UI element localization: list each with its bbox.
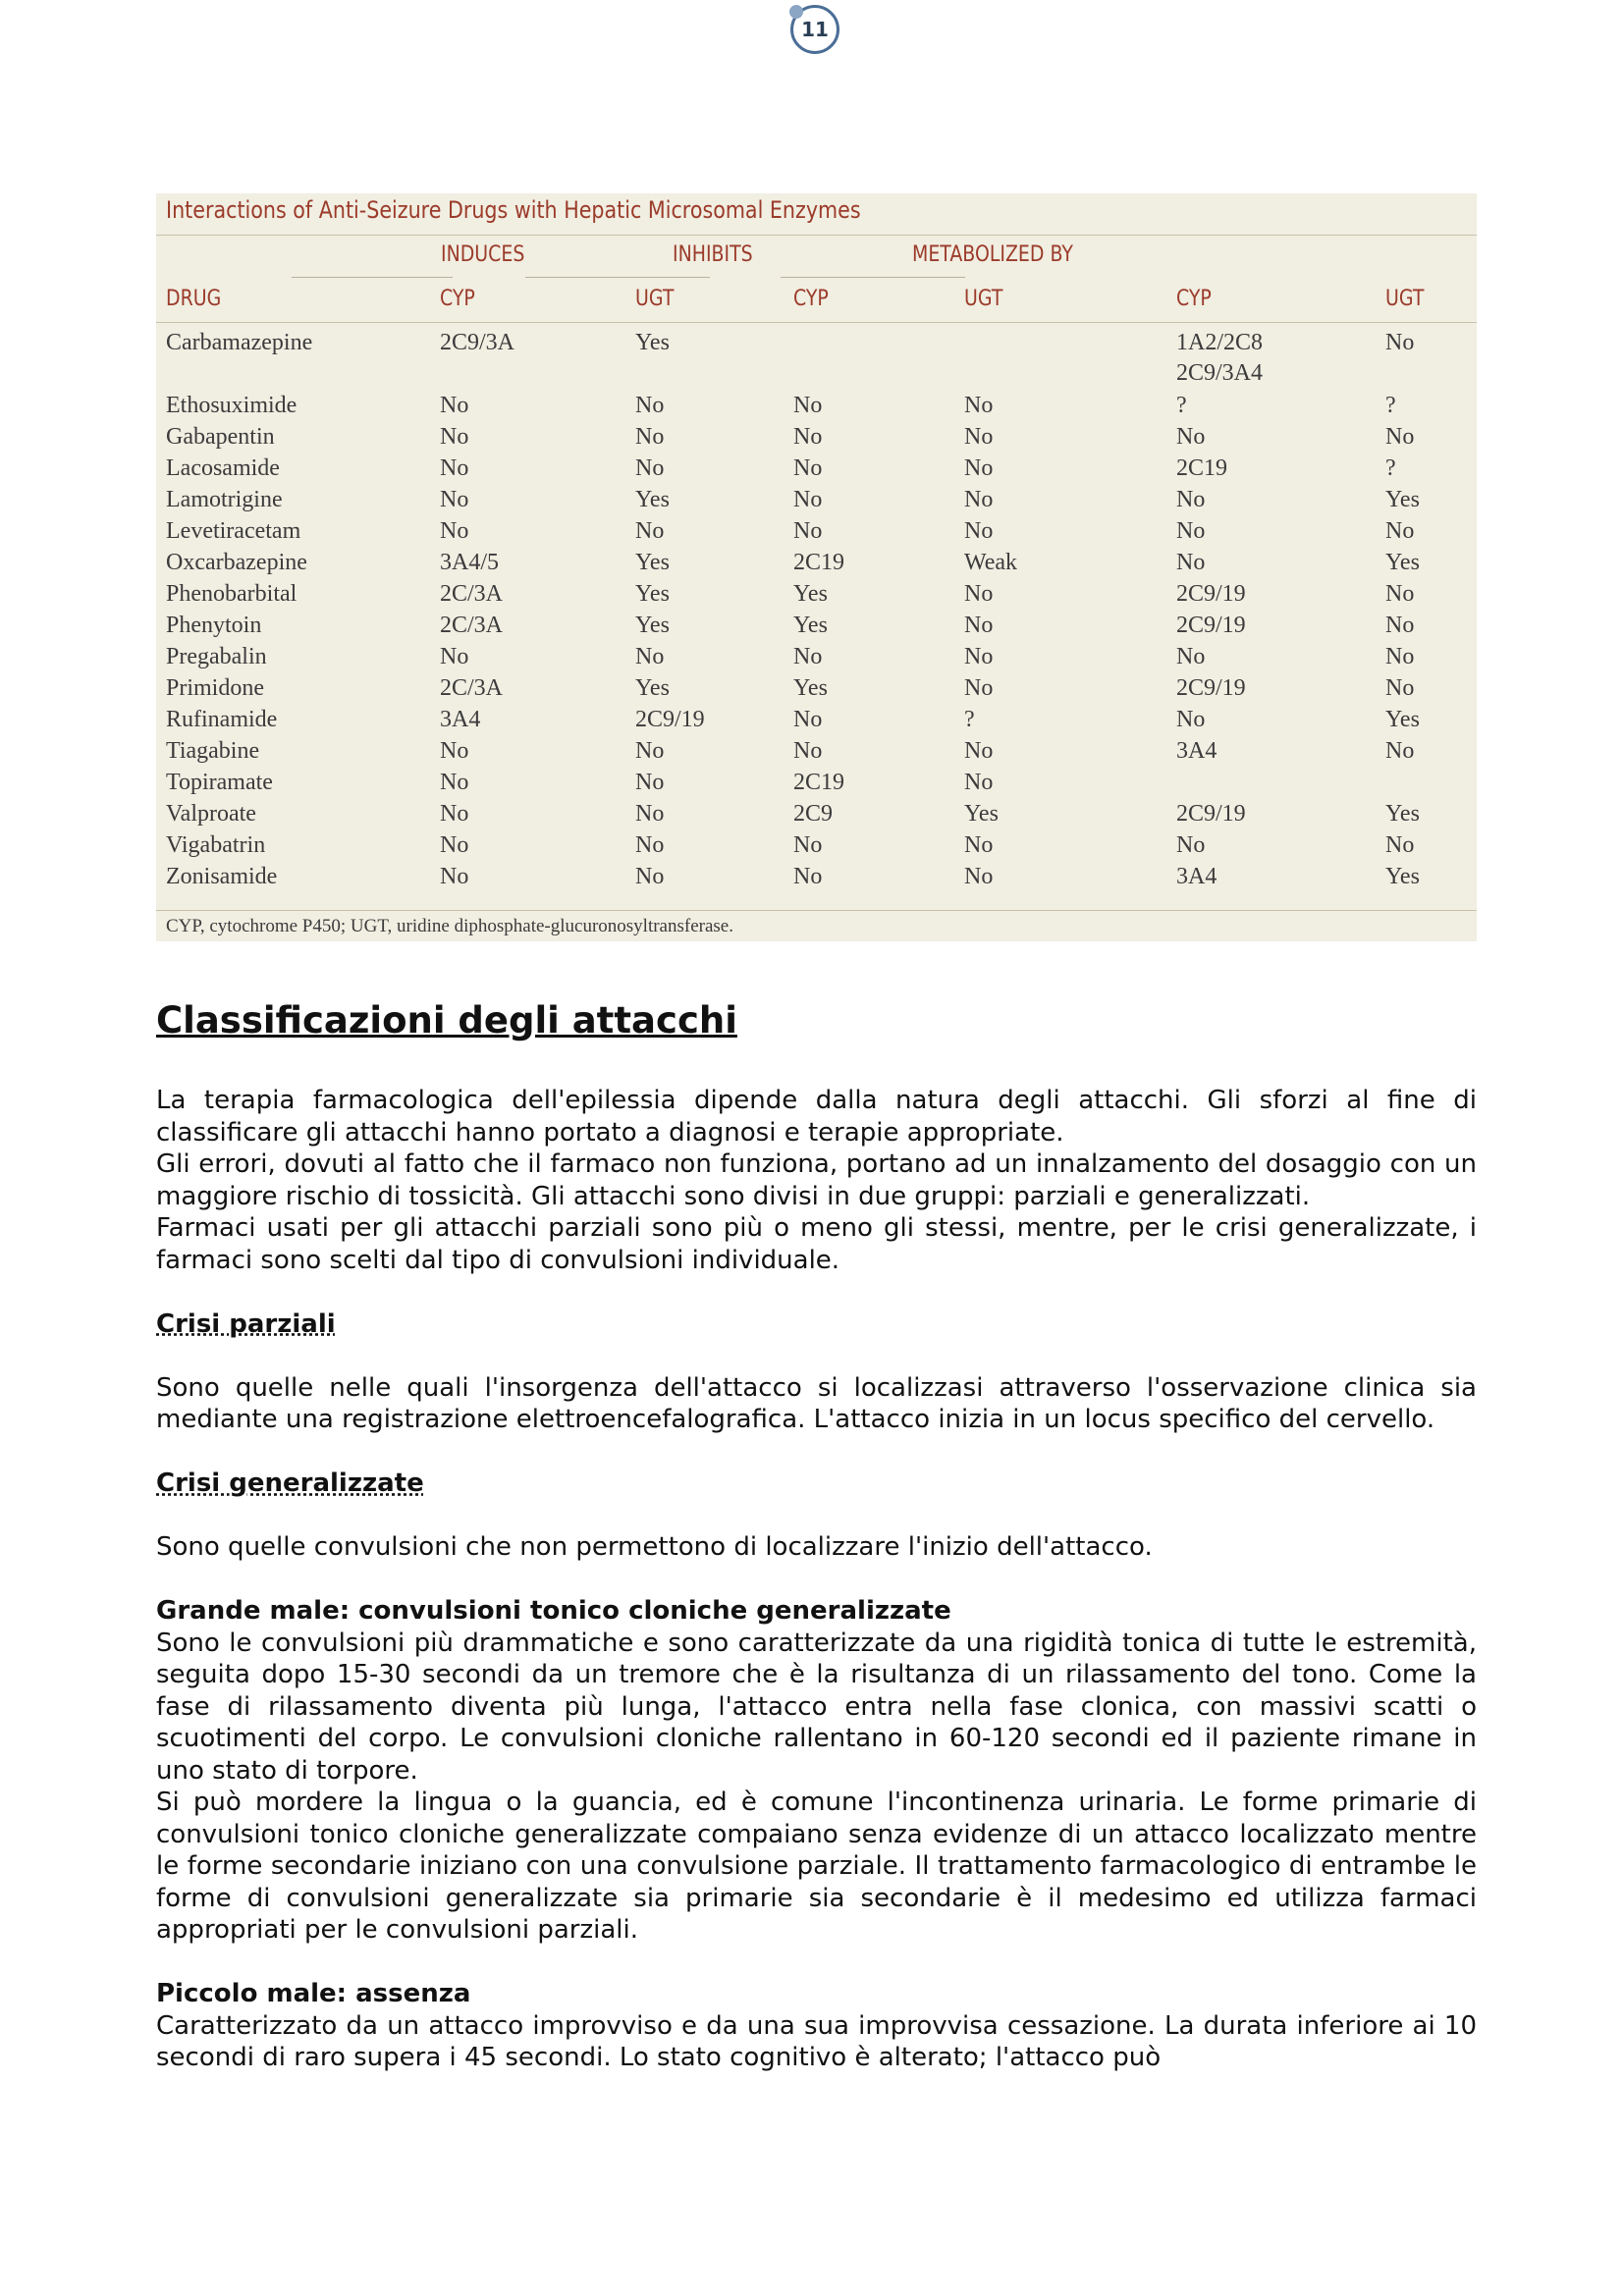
table-footnote: CYP, cytochrome P450; UGT, uridine diphosphate-glucuronosyltransferase. bbox=[166, 916, 733, 936]
cell-induces-ugt: Yes bbox=[635, 330, 670, 355]
cell-metabolized-ugt: No bbox=[1385, 330, 1415, 355]
cell-induces-ugt: Yes bbox=[635, 581, 670, 607]
cell-metabolized-cyp: No bbox=[1176, 550, 1206, 575]
cell-induces-ugt: Yes bbox=[635, 675, 670, 701]
grand-mal-paragraph-2: Si può mordere la lingua o la guancia, ed è comune l'incontinenza urinaria. Le forme primarie di convulsioni tonico cloniche generalizzate compaiano senza evidenze di un attacco localizzato mentre le forme secondarie iniziano con una convulsione parziale. Il trattamento farmacologico di entrambe le forme di convulsioni generalizzate sia primarie sia secondarie è il medesimo ed utilizza farmaci appropriati per le convulsioni parziali. bbox=[156, 1788, 1477, 1945]
cell-inhibits-ugt: No bbox=[964, 832, 994, 858]
cell-metabolized-cyp: No bbox=[1176, 832, 1206, 858]
cell-induces-cyp: No bbox=[440, 455, 469, 481]
cell-induces-cyp: 2C/3A bbox=[440, 675, 504, 701]
cell-inhibits-cyp: Yes bbox=[793, 613, 828, 638]
cell-induces-ugt: No bbox=[635, 832, 665, 858]
grand-mal-paragraph-1: Sono le convulsioni più drammatiche e sono caratterizzate da una rigidità tonica di tutte le estremità, seguita dopo 15-30 secondi da un tremore che è la risultanza di un rilassamento del tono. Come la fase di rilassamento diventa più lunga, l'attacco entra nella fase clonica, con massivi scatti o scuotimenti del corpo. Le convulsioni cloniche rallentano in 60-120 secondi ed il paziente rimane in uno stato di torpore. bbox=[156, 1628, 1477, 1786]
cell-metabolized-cyp: 2C9/3A4 bbox=[1176, 360, 1264, 386]
cell-induces-cyp: No bbox=[440, 424, 469, 450]
cell-metabolized-cyp: 3A4 bbox=[1176, 738, 1217, 764]
cell-induces-cyp: No bbox=[440, 770, 469, 795]
cell-induces-cyp: No bbox=[440, 738, 469, 764]
group-head-metabolized: METABOLIZED BY bbox=[912, 242, 1073, 267]
generalized-seizures-text: Sono quelle convulsioni che non permettono di localizzare l'inizio dell'attacco. bbox=[156, 1532, 1153, 1562]
cell-inhibits-cyp: No bbox=[793, 393, 823, 418]
cell-drug: Lacosamide bbox=[166, 455, 280, 481]
cell-induces-ugt: No bbox=[635, 644, 665, 669]
cell-metabolized-ugt: Yes bbox=[1385, 801, 1420, 827]
cell-metabolized-ugt: ? bbox=[1385, 455, 1396, 481]
cell-inhibits-cyp: Yes bbox=[793, 581, 828, 607]
cell-inhibits-ugt: No bbox=[964, 675, 994, 701]
cell-metabolized-ugt: No bbox=[1385, 738, 1415, 764]
cell-drug: Oxcarbazepine bbox=[166, 550, 307, 575]
cell-drug: Gabapentin bbox=[166, 424, 275, 450]
cell-inhibits-ugt: No bbox=[964, 424, 994, 450]
cell-inhibits-cyp: Yes bbox=[793, 675, 828, 701]
cell-metabolized-ugt: No bbox=[1385, 581, 1415, 607]
cell-inhibits-ugt: No bbox=[964, 487, 994, 512]
cell-inhibits-cyp: No bbox=[793, 644, 823, 669]
group-head-induces: INDUCES bbox=[441, 242, 525, 267]
cell-metabolized-cyp: No bbox=[1176, 487, 1206, 512]
cell-induces-cyp: No bbox=[440, 832, 469, 858]
cell-inhibits-cyp: No bbox=[793, 518, 823, 544]
cell-drug: Ethosuximide bbox=[166, 393, 298, 418]
col-head-drug: DRUG bbox=[166, 287, 222, 311]
group-rule-induces bbox=[292, 277, 453, 278]
cell-inhibits-cyp: 2C19 bbox=[793, 550, 845, 575]
cell-induces-ugt: Yes bbox=[635, 487, 670, 512]
col-head-inhibits-ugt: UGT bbox=[964, 287, 1003, 311]
cell-metabolized-cyp: No bbox=[1176, 707, 1206, 732]
cell-drug: Zonisamide bbox=[166, 864, 278, 889]
header-rule bbox=[156, 322, 1477, 323]
cell-metabolized-ugt: No bbox=[1385, 424, 1415, 450]
page-number: 11 bbox=[801, 18, 829, 41]
cell-metabolized-ugt: No bbox=[1385, 518, 1415, 544]
cell-drug: Topiramate bbox=[166, 770, 273, 795]
cell-drug: Valproate bbox=[166, 801, 256, 827]
col-head-inhibits-cyp: CYP bbox=[793, 287, 829, 311]
cell-metabolized-ugt: ? bbox=[1385, 393, 1396, 418]
cell-metabolized-cyp: 2C19 bbox=[1176, 455, 1228, 481]
cell-inhibits-ugt: No bbox=[964, 738, 994, 764]
cell-induces-cyp: No bbox=[440, 518, 469, 544]
cell-metabolized-cyp: No bbox=[1176, 424, 1206, 450]
cell-induces-cyp: No bbox=[440, 393, 469, 418]
cell-metabolized-cyp: No bbox=[1176, 518, 1206, 544]
cell-induces-cyp: 3A4 bbox=[440, 707, 481, 732]
cell-metabolized-ugt: Yes bbox=[1385, 487, 1420, 512]
cell-induces-ugt: No bbox=[635, 864, 665, 889]
cell-inhibits-cyp: No bbox=[793, 864, 823, 889]
cell-metabolized-cyp: 3A4 bbox=[1176, 864, 1217, 889]
cell-induces-ugt: No bbox=[635, 424, 665, 450]
intro-paragraph-1: La terapia farmacologica dell'epilessia dipende dalla natura degli attacchi. Gli sforzi al fine di classificare gli attacchi hanno portato a diagnosi e terapie appropriate. bbox=[156, 1086, 1477, 1148]
cell-metabolized-cyp: ? bbox=[1176, 393, 1187, 418]
cell-inhibits-cyp: No bbox=[793, 707, 823, 732]
col-head-metabolized-ugt: UGT bbox=[1385, 287, 1425, 311]
document-body bbox=[156, 996, 1477, 2074]
cell-inhibits-ugt: No bbox=[964, 393, 994, 418]
cell-induces-ugt: No bbox=[635, 393, 665, 418]
drug-interactions-table bbox=[156, 193, 1477, 941]
cell-inhibits-cyp: No bbox=[793, 455, 823, 481]
badge-dot-icon bbox=[789, 5, 803, 19]
cell-induces-cyp: No bbox=[440, 801, 469, 827]
cell-drug: Carbamazepine bbox=[166, 330, 313, 355]
cell-induces-ugt: No bbox=[635, 801, 665, 827]
cell-inhibits-ugt: No bbox=[964, 644, 994, 669]
cell-metabolized-cyp: 1A2/2C8 bbox=[1176, 330, 1264, 355]
cell-metabolized-cyp: No bbox=[1176, 644, 1206, 669]
cell-induces-cyp: No bbox=[440, 644, 469, 669]
cell-inhibits-ugt: No bbox=[964, 864, 994, 889]
cell-inhibits-ugt: Yes bbox=[964, 801, 999, 827]
cell-metabolized-ugt: Yes bbox=[1385, 707, 1420, 732]
petit-mal-title: Piccolo male: assenza bbox=[156, 1979, 471, 2008]
cell-drug: Tiagabine bbox=[166, 738, 260, 764]
title-rule bbox=[156, 235, 1477, 236]
cell-inhibits-ugt: No bbox=[964, 770, 994, 795]
cell-induces-ugt: No bbox=[635, 518, 665, 544]
cell-induces-ugt: 2C9/19 bbox=[635, 707, 705, 732]
cell-induces-ugt: No bbox=[635, 738, 665, 764]
cell-inhibits-cyp: 2C19 bbox=[793, 770, 845, 795]
cell-metabolized-ugt: No bbox=[1385, 832, 1415, 858]
cell-drug: Levetiracetam bbox=[166, 518, 301, 544]
group-head-inhibits: INHIBITS bbox=[673, 242, 753, 267]
cell-inhibits-ugt: No bbox=[964, 613, 994, 638]
cell-inhibits-cyp: No bbox=[793, 487, 823, 512]
cell-metabolized-cyp: 2C9/19 bbox=[1176, 675, 1246, 701]
cell-metabolized-cyp: 2C9/19 bbox=[1176, 613, 1246, 638]
cell-inhibits-cyp: 2C9 bbox=[793, 801, 834, 827]
cell-metabolized-ugt: No bbox=[1385, 613, 1415, 638]
cell-inhibits-ugt: ? bbox=[964, 707, 975, 732]
cell-metabolized-ugt: Yes bbox=[1385, 864, 1420, 889]
table-title: Interactions of Anti-Seizure Drugs with Hepatic Microsomal Enzymes bbox=[166, 196, 861, 224]
intro-paragraph-3: Farmaci usati per gli attacchi parziali sono più o meno gli stessi, mentre, per le crisi generalizzate, i farmaci sono scelti dal tipo di convulsioni individuale. bbox=[156, 1213, 1477, 1275]
cell-inhibits-cyp: No bbox=[793, 738, 823, 764]
cell-induces-cyp: 2C/3A bbox=[440, 581, 504, 607]
cell-metabolized-ugt: No bbox=[1385, 644, 1415, 669]
cell-induces-cyp: 3A4/5 bbox=[440, 550, 499, 575]
petit-mal-text: Caratterizzato da un attacco improvviso e da una sua improvvisa cessazione. La durata inferiore ai 10 secondi di raro supera i 45 secondi. Lo stato cognitivo è alterato; l'attacco può bbox=[156, 2010, 1477, 2072]
section-title: Classificazioni degli attacchi bbox=[156, 999, 737, 1041]
footer-rule bbox=[156, 910, 1477, 911]
generalized-seizures-title: Crisi generalizzate bbox=[156, 1468, 424, 1498]
cell-inhibits-ugt: No bbox=[964, 455, 994, 481]
cell-metabolized-cyp: 2C9/19 bbox=[1176, 801, 1246, 827]
cell-induces-cyp: 2C9/3A bbox=[440, 330, 515, 355]
cell-metabolized-ugt: Yes bbox=[1385, 550, 1420, 575]
cell-induces-cyp: 2C/3A bbox=[440, 613, 504, 638]
group-rule-metabolized bbox=[781, 277, 965, 278]
cell-induces-ugt: Yes bbox=[635, 613, 670, 638]
page-number-badge bbox=[790, 5, 839, 54]
cell-inhibits-ugt: No bbox=[964, 581, 994, 607]
col-head-induces-ugt: UGT bbox=[635, 287, 675, 311]
intro-paragraph-2: Gli errori, dovuti al fatto che il farmaco non funziona, portano ad un innalzamento del dosaggio con un maggiore rischio di tossicità. Gli attacchi sono divisi in due gruppi: parziali e generalizzati. bbox=[156, 1149, 1477, 1211]
cell-drug: Primidone bbox=[166, 675, 264, 701]
cell-inhibits-cyp: No bbox=[793, 424, 823, 450]
cell-inhibits-ugt: Weak bbox=[964, 550, 1018, 575]
cell-induces-ugt: No bbox=[635, 455, 665, 481]
cell-drug: Pregabalin bbox=[166, 644, 267, 669]
cell-induces-cyp: No bbox=[440, 487, 469, 512]
cell-induces-ugt: No bbox=[635, 770, 665, 795]
cell-drug: Vigabatrin bbox=[166, 832, 266, 858]
grand-mal-title: Grande male: convulsioni tonico cloniche generalizzate bbox=[156, 1596, 951, 1626]
cell-drug: Phenytoin bbox=[166, 613, 262, 638]
cell-inhibits-cyp: No bbox=[793, 832, 823, 858]
cell-induces-ugt: Yes bbox=[635, 550, 670, 575]
cell-drug: Rufinamide bbox=[166, 707, 278, 732]
cell-inhibits-ugt: No bbox=[964, 518, 994, 544]
cell-drug: Lamotrigine bbox=[166, 487, 283, 512]
col-head-metabolized-cyp: CYP bbox=[1176, 287, 1212, 311]
col-head-induces-cyp: CYP bbox=[440, 287, 475, 311]
cell-induces-cyp: No bbox=[440, 864, 469, 889]
cell-metabolized-ugt: No bbox=[1385, 675, 1415, 701]
cell-drug: Phenobarbital bbox=[166, 581, 298, 607]
group-rule-inhibits bbox=[525, 277, 710, 278]
partial-seizures-title: Crisi parziali bbox=[156, 1308, 336, 1339]
cell-metabolized-cyp: 2C9/19 bbox=[1176, 581, 1246, 607]
partial-seizures-text: Sono quelle nelle quali l'insorgenza dell'attacco si localizzasi attraverso l'osservazione clinica sia mediante una registrazione elettroencefalografica. L'attacco inizia in un locus specifico del cervello. bbox=[156, 1372, 1477, 1434]
